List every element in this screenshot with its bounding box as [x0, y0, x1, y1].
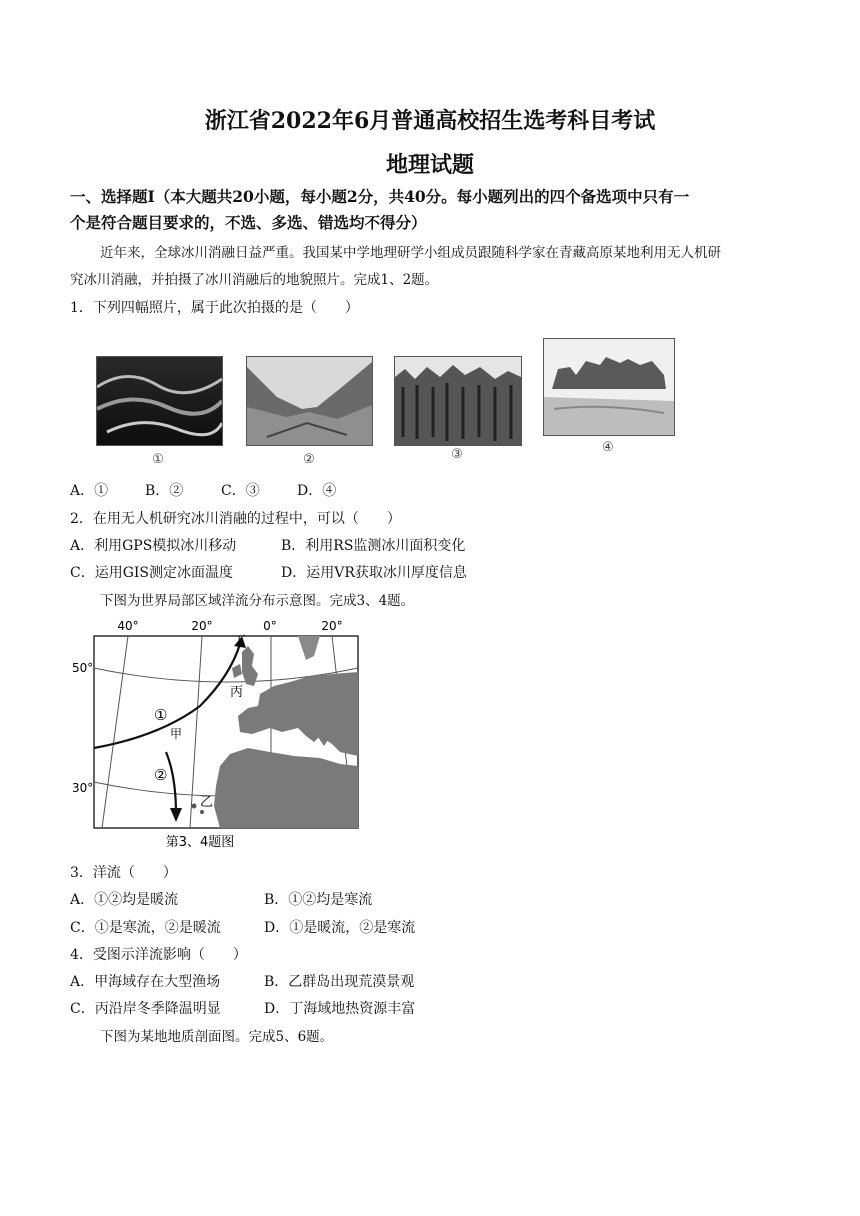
lon-label-40: 40° — [117, 619, 139, 633]
q1-option-c: C．③ — [221, 483, 260, 499]
photo-4-image — [543, 338, 675, 436]
q4-option-c: C．丙沿岸冬季降温明显 — [70, 1001, 221, 1017]
section-heading-line2: 个是符合题目要求的，不选、多选、错选均不得分） — [70, 213, 427, 232]
photo-3-label: ③ — [451, 447, 463, 462]
lat-label-30: 30° — [72, 781, 94, 795]
lon-label-0: 0° — [263, 619, 277, 633]
passage2: 下图为世界局部区域洋流分布示意图。完成3、4题。 — [100, 593, 415, 609]
q1-option-b: B．② — [145, 483, 184, 499]
q1-option-a: A．① — [70, 483, 109, 499]
lon-label-20w: 20° — [191, 619, 213, 633]
photo-1-image — [96, 356, 223, 446]
map-caption: 第3、4题图 — [165, 835, 235, 850]
photo-1-graphic — [97, 357, 222, 445]
photo-4-label: ④ — [602, 440, 614, 455]
q3-option-a: A．①②均是暖流 — [70, 892, 179, 908]
q2-option-c: C．运用GIS测定冰面温度 — [70, 565, 234, 581]
label-bing: 丙 — [230, 685, 244, 700]
q1-option-d: D．④ — [297, 483, 337, 499]
label-current-2: ② — [154, 766, 168, 784]
passage3: 下图为某地地质剖面图。完成5、6题。 — [100, 1029, 334, 1045]
q2-option-b: B．利用RS监测冰川面积变化 — [281, 538, 466, 554]
q4-option-a: A．甲海域存在大型渔场 — [70, 974, 221, 990]
label-yi: 乙 — [200, 795, 214, 810]
q4-option-d: D．丁海域地热资源丰富 — [264, 1001, 416, 1017]
q3-option-d: D．①是暖流，②是寒流 — [264, 920, 416, 936]
q2-option-d: D．运用VR获取冰川厚度信息 — [281, 565, 467, 581]
q2-stem: 2．在用无人机研究冰川消融的过程中，可以（ ） — [70, 511, 401, 527]
photo-3-image — [394, 356, 522, 446]
map-graphic — [70, 616, 370, 852]
lat-label-50: 50° — [72, 661, 94, 675]
ocean-current-map — [70, 616, 370, 852]
passage1-line1: 近年来，全球冰川消融日益严重。我国某中学地理研学小组成员跟随科学家在青藏高原某地利用无人机研 — [100, 245, 721, 261]
label-ding: 丁 — [232, 634, 246, 650]
q4-option-b: B．乙群岛出现荒漠景观 — [264, 974, 415, 990]
photo-2-label: ② — [303, 452, 315, 467]
q3-option-c: C．①是寒流，②是暖流 — [70, 920, 221, 936]
page-title: 浙江省2022年6月普通高校招生选考科目考试 — [204, 108, 656, 134]
q3-option-b: B．①②均是寒流 — [264, 892, 373, 908]
q1-stem: 1．下列四幅照片，属于此次拍摄的是（ ） — [70, 300, 359, 316]
q2-option-a: A．利用GPS模拟冰川移动 — [70, 538, 237, 554]
passage1-line2: 究冰川消融，并拍摄了冰川消融后的地貌照片。完成1、2题。 — [70, 272, 439, 288]
label-current-1: ① — [154, 706, 168, 724]
photo-4-graphic — [544, 339, 674, 435]
label-jia: 甲 — [170, 727, 183, 741]
section-heading-line1: 一、选择题Ⅰ（本大题共20小题，每小题2分，共40分。每小题列出的四个备选项中只有一 — [70, 187, 690, 206]
q3-stem: 3．洋流（ ） — [70, 865, 177, 881]
photo-3-graphic — [395, 357, 521, 445]
q4-stem: 4．受图示洋流影响（ ） — [70, 947, 247, 963]
lon-label-20e: 20° — [321, 619, 343, 633]
page-subtitle: 地理试题 — [385, 152, 474, 178]
photo-2-image — [246, 356, 373, 446]
photo-2-graphic — [247, 357, 372, 445]
photo-1-label: ① — [152, 452, 164, 467]
